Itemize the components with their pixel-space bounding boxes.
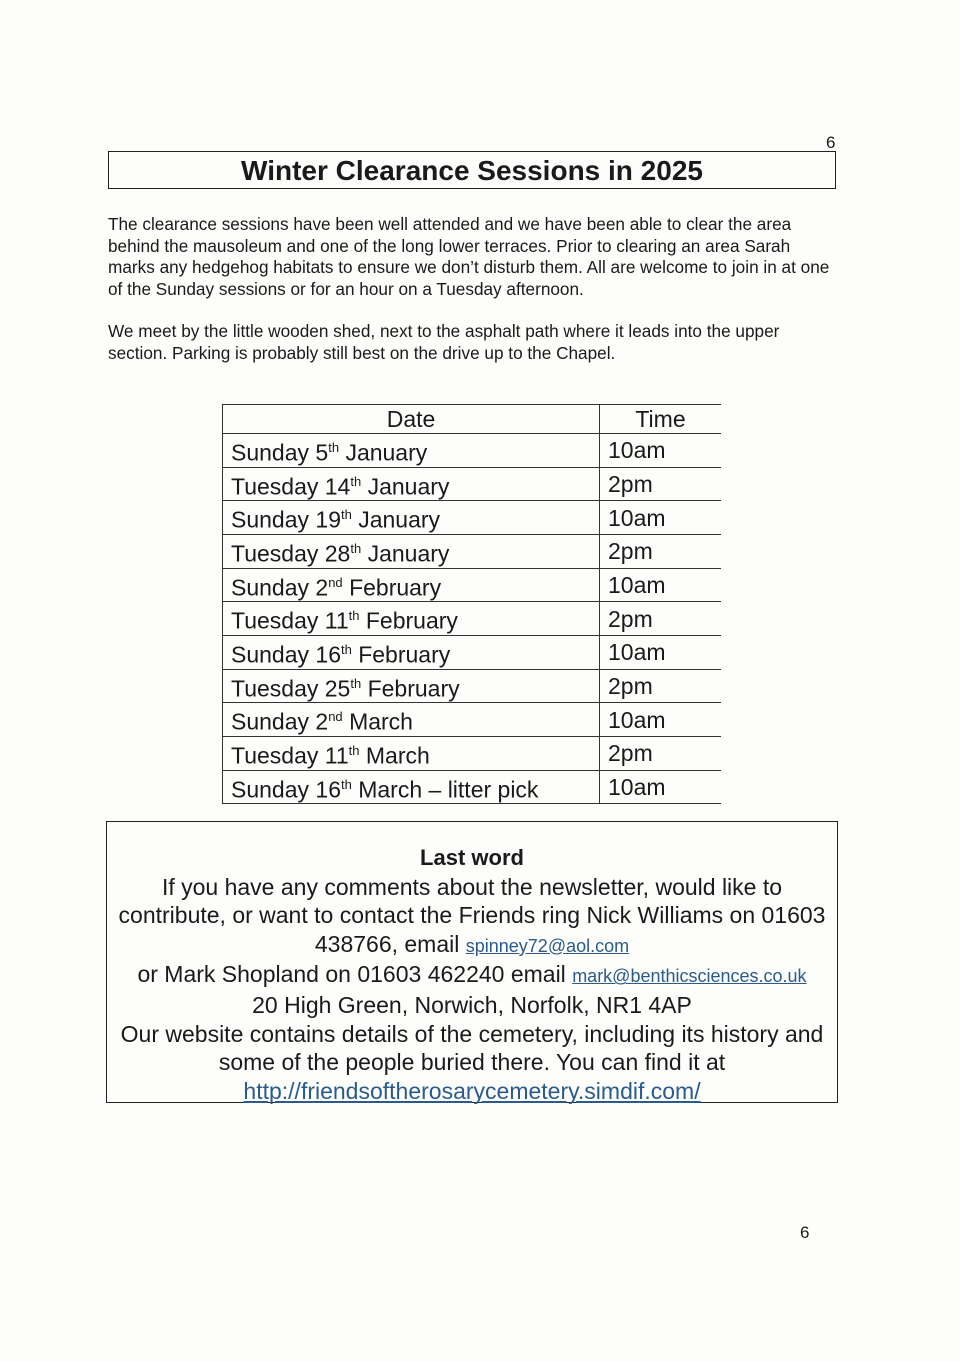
table-row	[223, 635, 722, 669]
date-cell	[223, 703, 600, 737]
time-cell: 10am	[600, 635, 722, 669]
table-row	[223, 501, 722, 535]
table-row	[223, 467, 722, 501]
date-suffix: th	[350, 675, 362, 691]
website-text: Our website contains details of the cemetery, including its history and some of the people buried there. You can find it at	[120, 1020, 824, 1076]
date-day: Sunday 5	[231, 439, 329, 466]
time-cell: 10am	[600, 703, 722, 737]
table-row	[223, 602, 722, 636]
website-link[interactable]: http://friendsoftherosarycemetery.simdif.com/	[243, 1077, 701, 1104]
date-suffix: th	[340, 776, 352, 792]
table-row	[223, 669, 722, 703]
date-day: Sunday 2	[231, 574, 329, 601]
date-day: Tuesday 14	[231, 473, 351, 500]
time-cell: 2pm	[600, 736, 722, 770]
table-row	[223, 736, 722, 770]
date-day: Sunday 2	[231, 708, 329, 735]
date-month: March	[365, 742, 430, 769]
date-cell	[223, 467, 600, 501]
time-cell: 10am	[600, 568, 722, 602]
date-month: February	[365, 607, 458, 634]
date-header: Date	[223, 405, 600, 434]
page-title: Winter Clearance Sessions in 2025	[108, 151, 836, 189]
date-cell	[223, 434, 600, 468]
time-cell: 2pm	[600, 669, 722, 703]
date-suffix: nd	[328, 709, 343, 725]
date-month: January	[367, 473, 450, 500]
date-suffix: th	[340, 641, 352, 657]
date-month: January	[358, 506, 441, 533]
email-link-nick[interactable]: spinney72@aol.com	[465, 935, 630, 956]
date-suffix: th	[340, 507, 352, 523]
date-cell	[223, 635, 600, 669]
sessions-table	[222, 404, 721, 804]
table-row	[223, 434, 722, 468]
date-day: Tuesday 11	[231, 742, 349, 769]
date-cell	[223, 602, 600, 636]
time-cell: 2pm	[600, 534, 722, 568]
date-day: Tuesday 28	[231, 540, 351, 567]
date-suffix: th	[348, 608, 360, 624]
date-day: Sunday 19	[231, 506, 341, 533]
date-cell	[223, 736, 600, 770]
intro-paragraph: The clearance sessions have been well attended and we have been able to clear the area behind the mausoleum and one of the long lower terraces. Prior to clearing an area Sarah marks any hedgehog habitats to ensure we don’t disturb them. All are welcome to join in at one of the Sunday sessions or for an hour on a Tuesday afternoon.	[108, 214, 830, 299]
date-day: Sunday 16	[231, 776, 341, 803]
last-word-title: Last word	[420, 845, 524, 870]
date-cell	[223, 534, 600, 568]
meeting-paragraph: We meet by the little wooden shed, next to the asphalt path where it leads into the upper section. Parking is probably still best on the drive up to the Chapel.	[108, 321, 780, 363]
date-suffix: th	[350, 473, 362, 489]
date-cell	[223, 501, 600, 535]
date-suffix: nd	[328, 574, 343, 590]
table-row	[223, 703, 722, 737]
date-suffix: th	[348, 742, 360, 758]
date-cell	[223, 669, 600, 703]
time-cell: 2pm	[600, 467, 722, 501]
time-cell: 10am	[600, 434, 722, 468]
date-suffix: th	[328, 440, 340, 455]
date-month: March	[349, 708, 413, 735]
date-day: Sunday 16	[231, 641, 341, 668]
time-cell: 10am	[600, 770, 722, 804]
date-month: January	[345, 439, 428, 466]
date-suffix: th	[350, 540, 362, 556]
date-month: February	[367, 675, 460, 702]
date-month: February	[358, 641, 451, 668]
contact-line-1: If you have any comments about the newsletter, would like to contribute, or want to contact the Friends ring Nick Williams on 01603 438766, email	[118, 873, 826, 957]
email-link-mark[interactable]: mark@benthicsciences.co.uk	[572, 966, 807, 987]
contact-line-2-row	[107, 960, 837, 991]
table-row	[223, 568, 722, 602]
date-month: January	[367, 540, 450, 567]
date-month: March – litter pick	[358, 776, 539, 803]
last-word-box	[106, 821, 838, 1103]
date-day: Tuesday 25	[231, 675, 351, 702]
table-header-row	[223, 405, 722, 434]
page-number-footer: 6	[800, 1223, 810, 1242]
time-cell: 10am	[600, 501, 722, 535]
time-cell: 2pm	[600, 602, 722, 636]
contact-text	[107, 873, 837, 961]
date-cell	[223, 568, 600, 602]
table-row	[223, 534, 722, 568]
date-month: February	[349, 574, 442, 601]
date-cell	[223, 770, 600, 804]
page-number: 6	[826, 133, 836, 152]
contact-line-2: or Mark Shopland on 01603 462240 email	[137, 961, 566, 988]
date-day: Tuesday 11	[231, 607, 349, 634]
time-header: Time	[600, 405, 722, 434]
table-row	[223, 770, 722, 804]
address: 20 High Green, Norwich, Norfolk, NR1 4AP	[252, 991, 692, 1018]
